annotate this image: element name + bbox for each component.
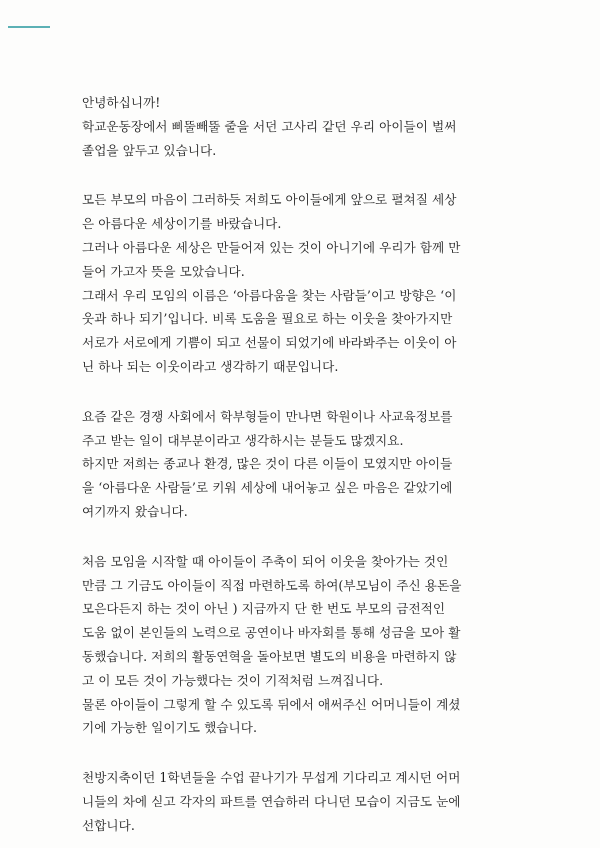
text-line: 도움 없이 본인들의 노력으로 공연이나 바자회를 통해 성금을 모아 활 (82, 625, 461, 641)
text-line: 졸업을 앞두고 있습니다. (82, 142, 217, 158)
text-line: 들어 가고자 뜻을 모았습니다. (82, 263, 245, 279)
text-line: 모든 부모의 마음이 그러하듯 저희도 아이들에게 앞으로 펼쳐질 세상 (82, 192, 457, 208)
text-line: 웃과 하나 되기’입니다. 비록 도움을 필요로 하는 이웃을 찾아가지만 (82, 311, 453, 327)
text-line: 그래서 우리 모임의 이름은 ‘아름다움을 찾는 사람들’이고 방향은 ‘이 (82, 287, 457, 303)
scan-mark-decoration (8, 26, 50, 28)
text-line: 천방지축이던 1학년들을 수업 끝나기가 무섭게 기다리고 계시던 어머 (82, 770, 461, 786)
text-line: 안녕하십니까! (82, 95, 161, 110)
text-line: 주고 받는 일이 대부분이라고 생각하시는 분들도 많겠지요. (82, 432, 404, 448)
text-line: 기에 가능한 일이기도 했습니다. (82, 720, 258, 736)
text-line: 만큼 그 기금도 아이들이 직접 마련하도록 하여(부모님이 주신 용돈을 (82, 577, 462, 593)
paragraph-group-name (82, 188, 532, 378)
text-line: 학교운동장에서 삐뚤빼뚤 줄을 서던 고사리 같던 우리 아이들이 벌써 (82, 118, 457, 134)
text-line: 서로가 서로에게 기쁨이 되고 선물이 되었기에 바라봐주는 이웃이 아 (82, 335, 457, 351)
paragraph-fundraising (82, 550, 532, 740)
text-line: 물론 아이들이 그렇게 할 수 있도록 뒤에서 애써주신 어머니들이 계셨 (82, 696, 461, 712)
paragraph-values (82, 405, 532, 524)
text-line: 여기까지 왔습니다. (82, 503, 188, 519)
text-line: 니들의 차에 싣고 각자의 파트를 연습하러 다니던 모습이 지금도 눈에 (82, 793, 461, 809)
text-line: 모은다든지 하는 것이 아닌 ) 지금까지 단 한 번도 부모의 금전적인 (82, 601, 446, 617)
text-line: 요즘 같은 경쟁 사회에서 학부형들이 만나면 학원이나 사교육정보를 (82, 408, 453, 424)
text-line: 선합니다. (82, 817, 135, 833)
text-line: 처음 모임을 시작할 때 아이들이 주축이 되어 이웃을 찾아가는 것인 (82, 553, 449, 569)
text-line: 고 이 모든 것이 가능했다는 것이 기적처럼 느껴집니다. (82, 672, 384, 688)
text-line: 하지만 저희는 종교나 환경, 많은 것이 다른 이들이 모였지만 아이들 (82, 456, 453, 472)
text-line: 은 아름다운 세상이기를 바랐습니다. (82, 216, 282, 232)
paragraph-greeting (82, 91, 532, 162)
text-line: 그러나 아름다운 세상은 만들어져 있는 것이 아니기에 우리가 함께 만 (82, 239, 461, 255)
letter-body (82, 91, 532, 864)
text-line: 을 ‘아름다운 사람들’로 키워 세상에 내어놓고 싶은 마음은 같았기에 (82, 480, 453, 496)
text-line: 동했습니다. 저희의 활동연혁을 돌아보면 별도의 비용을 마련하지 않 (82, 648, 457, 664)
text-line: 닌 하나 되는 이웃이라고 생각하기 때문입니다. (82, 358, 339, 374)
paragraph-memories (82, 766, 532, 837)
